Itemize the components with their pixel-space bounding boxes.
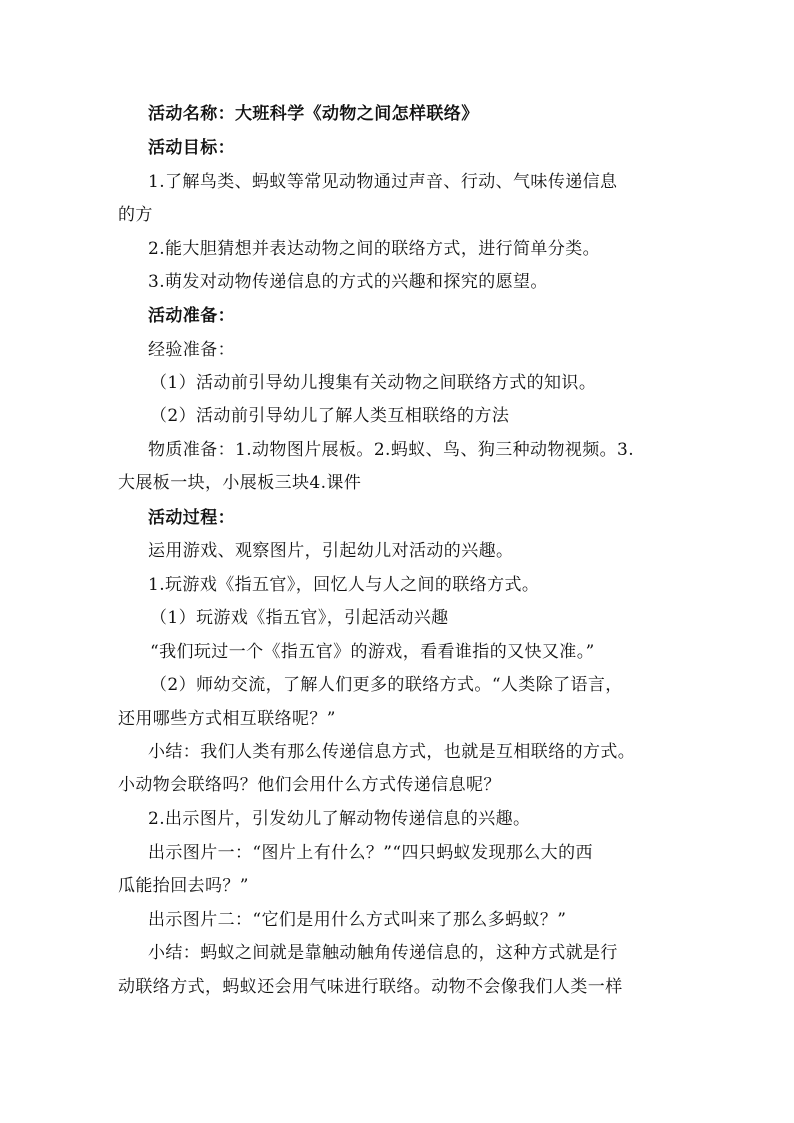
goal-1-continuation: 的方 (118, 205, 153, 225)
picture-1-continuation: 瓜能抬回去吗？” (118, 876, 249, 896)
process-intro-line: 运用游戏、观察图片，引起幼儿对活动的兴趣。 (148, 541, 514, 561)
section-heading-preparation: 活动准备： (148, 306, 235, 326)
goal-2-line: 2.能大胆猜想并表达动物之间的联络方式，进行简单分类。 (148, 239, 601, 259)
section-heading-goals: 活动目标： (148, 138, 235, 158)
step-1-sub-2-continuation: 还用哪些方式相互联络呢？” (118, 709, 336, 729)
summary-1-line: 小结：我们人类有那么传递信息方式，也就是互相联络的方式。 (148, 742, 636, 762)
step-1-line: 1.玩游戏《指五官》，回忆人与人之间的联络方式。 (148, 575, 540, 595)
step-1-sub-2: （2）师幼交流，了解人们更多的联络方式。“人类除了语言， (150, 675, 623, 695)
activity-name-line: 活动名称：大班科学《动物之间怎样联络》 (148, 104, 479, 124)
summary-2-line: 小结：蚂蚁之间就是靠触动触角传递信息的，这种方式就是行 (148, 943, 618, 963)
step-2-line: 2.出示图片，引发幼儿了解动物传递信息的兴趣。 (148, 809, 531, 829)
step-1-sub-1: （1）玩游戏《指五官》，引起活动兴趣 (150, 608, 449, 628)
summary-1-continuation: 小动物会联络吗？他们会用什么方式传递信息呢？ (118, 775, 501, 795)
material-prep-line: 物质准备：1.动物图片展板。2.蚂蚁、鸟、狗三种动物视频。3. (148, 440, 635, 460)
experience-prep-label: 经验准备： (148, 340, 235, 360)
picture-1-line: 出示图片一：“图片上有什么？”“四只蚂蚁发现那么大的西 (148, 843, 593, 863)
experience-prep-item-1: （1）活动前引导幼儿搜集有关动物之间联络方式的知识。 (150, 373, 597, 393)
material-prep-continuation: 大展板一块，小展板三块4.课件 (118, 473, 362, 493)
summary-2-continuation: 动联络方式，蚂蚁还会用气味进行联络。动物不会像我们人类一样 (118, 977, 623, 997)
goal-1-line: 1.了解鸟类、蚂蚁等常见动物通过声音、行动、气味传递信息 (148, 172, 618, 192)
experience-prep-item-2: （2）活动前引导幼儿了解人类互相联络的方法 (150, 406, 510, 426)
goal-3-line: 3.萌发对动物传递信息的方式的兴趣和探究的愿望。 (148, 272, 548, 292)
picture-2-line: 出示图片二：“它们是用什么方式叫来了那么多蚂蚁？” (148, 910, 567, 930)
section-heading-process: 活动过程： (148, 508, 235, 528)
step-1-quote: “我们玩过一个《指五官》的游戏，看看谁指的又快又准。” (150, 642, 595, 662)
